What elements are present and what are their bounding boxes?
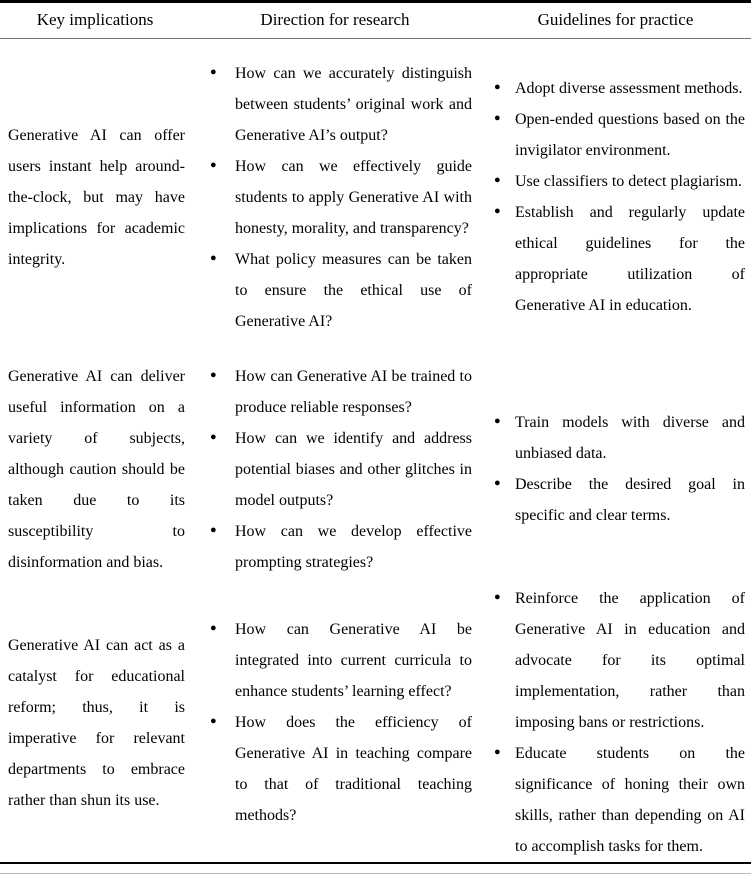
bullet-icon: ● <box>210 523 217 536</box>
bullet-icon: ● <box>210 715 217 727</box>
research-item <box>210 423 472 516</box>
practice-item <box>494 407 745 469</box>
table-row <box>0 39 751 356</box>
bullet-icon: ● <box>494 174 501 186</box>
practice-item-text: Use classifiers to detect plagiarism. <box>515 173 743 190</box>
bullet-icon: ● <box>494 81 501 93</box>
bullet-icon: ● <box>494 205 501 217</box>
bullet-icon: ● <box>494 591 501 603</box>
practice-item <box>494 583 745 738</box>
research-cell <box>190 39 480 356</box>
research-item-text: How can we develop effective prompting strategies? <box>235 522 472 571</box>
page-bottom-rule <box>0 873 751 874</box>
research-item <box>210 614 472 707</box>
practice-item-text: Train models with diverse and unbiased data. <box>515 414 745 462</box>
bullet-icon: ● <box>494 112 501 124</box>
research-cell <box>190 583 480 863</box>
research-item <box>210 516 472 578</box>
practice-item-text: Adopt diverse assessment methods. <box>515 80 743 97</box>
bullet-icon: ● <box>210 251 217 264</box>
practice-item <box>494 104 745 166</box>
practice-item <box>494 197 745 321</box>
research-item <box>210 58 472 151</box>
research-item-text: How can we effectively guide students to apply Generative AI with honesty, morality, and transparency? <box>235 157 472 237</box>
table-row <box>0 355 751 583</box>
practice-cell <box>480 583 751 863</box>
col-header-key-implications: Key implications <box>0 2 190 39</box>
header-row <box>0 2 751 39</box>
implication-cell <box>0 39 190 356</box>
practice-item <box>494 738 745 862</box>
research-item <box>210 244 472 337</box>
research-item <box>210 151 472 244</box>
practice-item <box>494 469 745 531</box>
research-item-text: How can we accurately distinguish between students’ original work and Generative AI’s output? <box>235 64 472 144</box>
bullet-icon: ● <box>210 430 217 443</box>
practice-item <box>494 166 745 197</box>
implication-cell <box>0 355 190 583</box>
bullet-icon: ● <box>494 746 501 758</box>
bullet-icon: ● <box>210 622 217 634</box>
practice-item-text: Describe the desired goal in specific and clear terms. <box>515 476 745 524</box>
research-item-text: How can Generative AI be trained to produce reliable responses? <box>235 367 472 416</box>
practice-item-text: Educate students on the significance of honing their own skills, rather than depending on AI to accomplish tasks for them. <box>515 745 745 855</box>
col-header-guidelines-for-practice: Guidelines for practice <box>480 2 751 39</box>
practice-item-text: Establish and regularly update ethical guidelines for the appropriate utilization of Generative AI in education. <box>515 204 745 314</box>
practice-item <box>494 73 745 104</box>
implication-text: Generative AI can act as a catalyst for educational reform; thus, it is imperative for relevant departments to embrace rather than shun its use. <box>8 636 185 809</box>
bullet-icon: ● <box>494 477 501 489</box>
practice-item-text: Open-ended questions based on the invigilator environment. <box>515 111 745 159</box>
col-header-direction-for-research: Direction for research <box>190 2 480 39</box>
practice-item-text: Reinforce the application of Generative AI in education and advocate for its optimal implementation, rather than imposing bans or restrictions. <box>515 590 745 731</box>
research-cell <box>190 355 480 583</box>
research-item-text: How can we identify and address potential biases and other glitches in model outputs? <box>235 429 472 509</box>
research-item-text: How does the efficiency of Generative AI in teaching compare to that of traditional teaching methods? <box>235 714 472 824</box>
research-item <box>210 361 472 423</box>
practice-cell <box>480 355 751 583</box>
practice-cell <box>480 39 751 356</box>
bullet-icon: ● <box>210 368 217 381</box>
bullet-icon: ● <box>494 415 501 427</box>
implication-cell <box>0 583 190 863</box>
research-item-text: What policy measures can be taken to ensure the ethical use of Generative AI? <box>235 250 472 330</box>
research-item <box>210 707 472 831</box>
bullet-icon: ● <box>210 158 217 171</box>
implication-text: Generative AI can offer users instant help around-the-clock, but may have implications for academic integrity. <box>8 126 185 268</box>
implication-text: Generative AI can deliver useful information on a variety of subjects, although caution should be taken due to its susceptibility to disinformation and bias. <box>8 367 185 571</box>
table-row <box>0 583 751 863</box>
research-item-text: How can Generative AI be integrated into current curricula to enhance students’ learning effect? <box>235 621 472 700</box>
bullet-icon: ● <box>210 65 217 78</box>
